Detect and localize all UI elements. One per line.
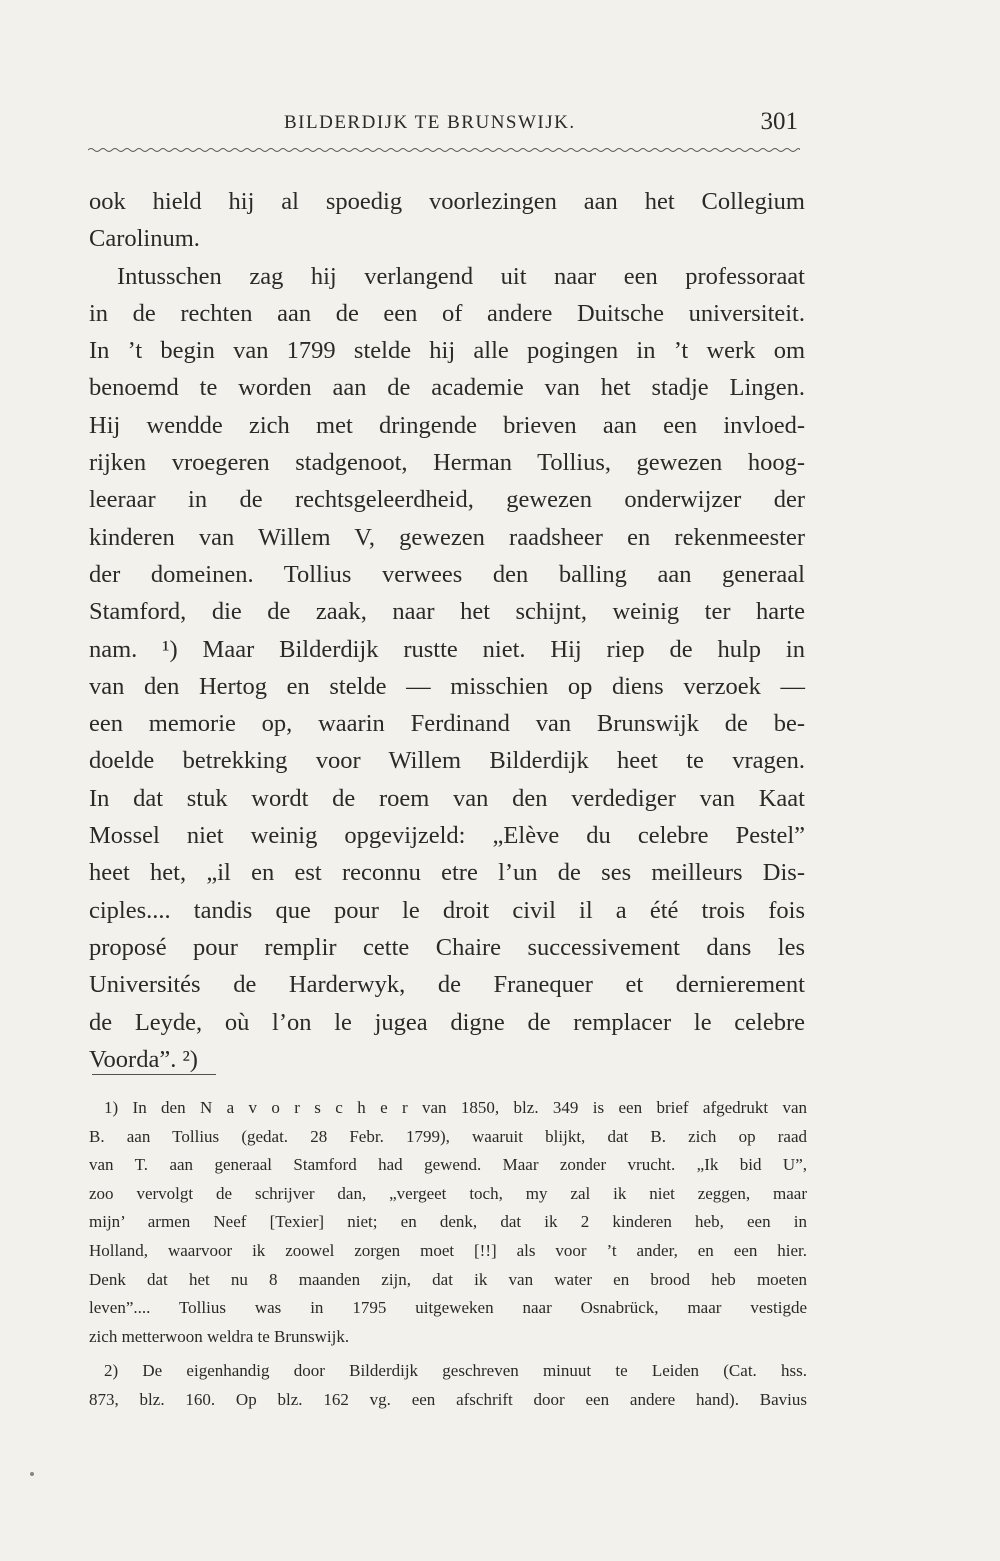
- footnote-line: 873, blz. 160. Op blz. 162 vg. een afschrift door een andere hand). Bavius: [89, 1389, 807, 1409]
- footnote-line: mijn’ armen Neef [Texier] niet; en denk, dat ik 2 kinderen heb, een in: [89, 1212, 807, 1232]
- body-line: kinderen van Willem V, gewezen raadsheer en rekenmeester: [89, 523, 805, 551]
- body-line: van den Hertog en stelde — misschien op diens verzoek —: [89, 672, 805, 700]
- body-line: in de rechten aan de een of andere Duitsche universiteit.: [89, 299, 805, 327]
- body-line: Intusschen zag hij verlangend uit naar een professoraat: [117, 262, 805, 290]
- footnote-line: zoo vervolgt de schrijver dan, „vergeet toch, my zal ik niet zeggen, maar: [89, 1183, 807, 1203]
- footnote-line: zich metterwoon weldra te Brunswijk.: [89, 1326, 350, 1346]
- footnote-line: 1) In den N a v o r s c h e r van 1850, blz. 349 is een brief afgedrukt van: [104, 1098, 807, 1117]
- body-line: heet het, „il en est reconnu etre l’un de ses meilleurs Dis-: [89, 859, 805, 887]
- body-line: der domeinen. Tollius verwees den balling aan generaal: [89, 560, 805, 588]
- body-line: Hij wendde zich met dringende brieven aan een invloed-: [89, 411, 805, 439]
- body-line: leeraar in de rechtsgeleerdheid, gewezen onderwijzer der: [89, 486, 805, 514]
- body-line: benoemd te worden aan de academie van het stadje Lingen.: [89, 374, 805, 402]
- body-line: In dat stuk wordt de roem van den verdediger van Kaat: [89, 784, 805, 812]
- footnote-divider: [92, 1074, 216, 1075]
- body-line: nam. ¹) Maar Bilderdijk rustte niet. Hij riep de hulp in: [89, 635, 805, 663]
- body-line: doelde betrekking voor Willem Bilderdijk heet te vragen.: [89, 747, 805, 775]
- body-line: Stamford, die de zaak, naar het schijnt, weinig ter harte: [89, 598, 805, 626]
- paper-speck: [30, 1472, 34, 1476]
- footnote-line: van T. aan generaal Stamford had gewend. Maar zonder vrucht. „Ik bid U”,: [89, 1155, 807, 1175]
- footnote-line: 2) De eigenhandig door Bilderdijk geschreven minuut te Leiden (Cat. hss.: [104, 1361, 807, 1381]
- body-text: [89, 183, 805, 1078]
- body-line: de Leyde, où l’on le jugea digne de remplacer le celebre: [89, 1008, 805, 1036]
- running-title: BILDERDIJK TE BRUNSWIJK.: [284, 112, 576, 133]
- body-line: In ’t begin van 1799 stelde hij alle pogingen in ’t werk om: [89, 337, 805, 365]
- page-number: 301: [760, 108, 798, 135]
- body-line: ook hield hij al spoedig voorlezingen aan het Collegium: [89, 188, 805, 215]
- body-line: Carolinum.: [89, 225, 200, 253]
- running-head: [88, 108, 800, 142]
- body-line: ciples.... tandis que pour le droit civil il a été trois fois: [89, 896, 805, 924]
- footnote-line: Holland, waarvoor ik zoowel zorgen moet [!!] als voor ’t ander, en een hier.: [89, 1240, 807, 1260]
- footnote-1: [89, 1094, 807, 1351]
- header-wavy-rule: [88, 147, 800, 153]
- body-line: Universités de Harderwyk, de Franequer et dernierement: [89, 971, 805, 999]
- body-line: rijken vroegeren stadgenoot, Herman Tollius, gewezen hoog-: [89, 449, 805, 477]
- footnote-2: [89, 1357, 807, 1414]
- body-line: Mossel niet weinig opgevijzeld: „Elève du celebre Pestel”: [89, 822, 805, 850]
- footnote-line: B. aan Tollius (gedat. 28 Febr. 1799), waaruit blijkt, dat B. zich op raad: [89, 1126, 807, 1146]
- footnote-line: Denk dat het nu 8 maanden zijn, dat ik van water en brood heb moeten: [89, 1269, 807, 1289]
- footnotes: [89, 1094, 807, 1415]
- body-line: een memorie op, waarin Ferdinand van Brunswijk de be-: [89, 710, 805, 738]
- body-line: proposé pour remplir cette Chaire successivement dans les: [89, 933, 805, 961]
- footnote-line: leven”.... Tollius was in 1795 uitgeweken naar Osnabrück, maar vestigde: [89, 1298, 807, 1318]
- body-line: Voorda”. ²): [89, 1045, 198, 1073]
